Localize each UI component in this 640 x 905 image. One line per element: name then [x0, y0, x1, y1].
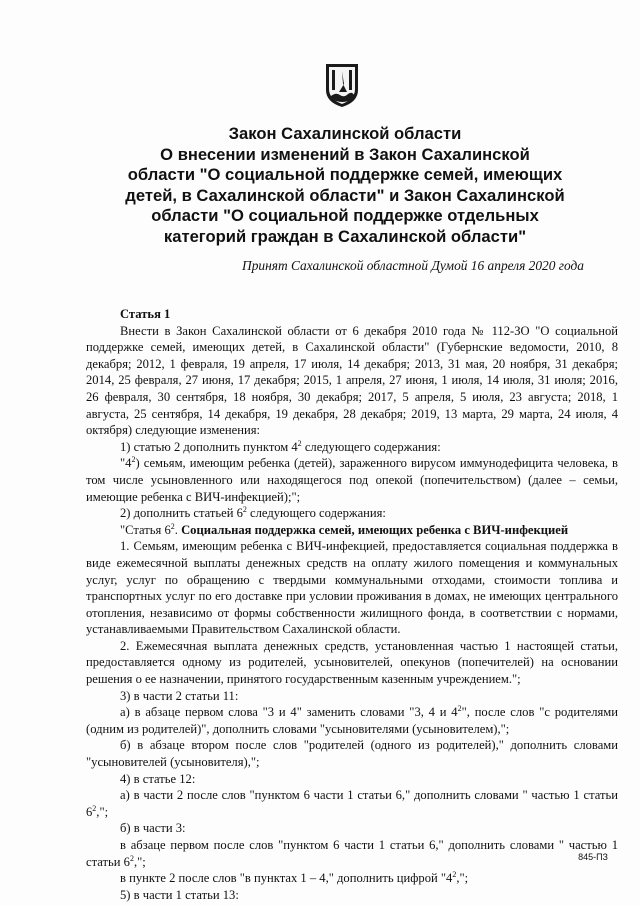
article-intro: Внести в Закон Сахалинской области от 6 декабря 2010 года № 112-ЗО "О социальной поддержке семей, имеющих детей, в Сахалинской области" (Губернские ведомости, 2010, 8 декабря; 2012, 1 февраля, 19 апреля, 17 июля, 14 декабря; 2013, 31 мая, 20 ноября, 31 декабря; 2014, 25 февраля, 27 июня, 17 декабря; 2015, 1 апреля, 27 июня, 1 июля, 14 июля, 31 июля; 2016, 26 февраля, 30 сентября, 18 ноября, 30 декабря; 2017, 5 апреля, 5 июля, 23 августа; 2018, 1 августа, 25 сентября, 14 декабря, 19 декабря, 28 декабря; 2019, 13 марта, 29 марта, 24 июля, 4 октября) следующие изменения: [86, 323, 618, 438]
document-code: 845-ПЗ [578, 852, 608, 862]
title-line: категорий граждан в Сахалинской области" [163, 226, 527, 246]
title-line: детей, в Сахалинской области" и Закон Сахалинской [125, 185, 565, 205]
sakhalin-coat-of-arms-icon [324, 62, 360, 108]
amendment-item-3: 3) в части 2 статьи 11: [120, 688, 239, 703]
new-article-part-2: 2. Ежемесячная выплата денежных средств, установленная частью 1 настоящей статьи, предоставляется одному из родителей, усыновителей, опекунов (попечителей) на основании решения о ее назначении, принятого государственным казенным учреждением."; [86, 638, 618, 687]
amendment-item-4b-2: в пункте 2 после слов "в пунктах 1 – 4," дополнить цифрой "$4^2$,"; [120, 870, 469, 886]
new-article-heading: "Статья $6^2$. Социальная поддержка семей, имеющих ребенка с ВИЧ-инфекцией [120, 521, 569, 537]
adoption-note: Принят Сахалинской областной Думой 16 апреля 2020 года [242, 258, 584, 273]
new-article-part-1: 1. Семьям, имеющим ребенка с ВИЧ-инфекцией, предоставляется социальная поддержка в виде ежемесячной выплаты денежных средств на оплату жилого помещения и коммунальных услуг, услуг по обращению с твердыми коммунальными отходами, стоимости топлива и транспортных услуг по его доставке при условии проживания в домах, не имеющих центрального отопления, независимо от формы собственности жилищного фонда, в соответствии с нормами, устанавливаемыми Правительством Сахалинской области. [86, 539, 618, 637]
law-title [90, 124, 600, 248]
law-body [86, 306, 618, 903]
amendment-item-1: 1) статью 2 дополнить пунктом $4^2$ следующего содержания: [120, 438, 441, 454]
amendment-item-3b: б) в абзаце втором после слов "родителей (одного из родителей)," дополнить словами "усыновителей (усыновителя),"; [86, 738, 618, 770]
title-line: О внесении изменений в Закон Сахалинской [160, 144, 530, 164]
amendment-item-3a: а) в абзаце первом слова "3 и 4" заменить словами "3, 4 и $4^2$", после слов "с родителями (одним из родителей)", дополнить словами "усыновителями (усыновителем),"; [86, 704, 618, 736]
title-line: области "О социальной поддержке семей, имеющих [127, 165, 563, 185]
title-line: области "О социальной поддержке отдельных [151, 206, 539, 226]
amendment-item-4b: б) в части 3: [120, 821, 186, 836]
amendment-item-4: 4) в статье 12: [120, 771, 196, 786]
amendment-item-5: 5) в части 1 статьи 13: [120, 887, 239, 902]
amendment-item-4a: а) в части 2 после слов "пунктом 6 части 1 статьи 6," дополнить словами " частью 1 статьи $6^2$,"; [86, 788, 618, 819]
amendment-quote-1: "$4^2$) семьям, имеющим ребенка (детей), зараженного вирусом иммунодефицита человека, в том числе усыновленного или находящегося под опекой (попечительством) (далее – семьи, имеющие ребенка с ВИЧ-инфекцией);"; [86, 455, 618, 504]
title-line: Закон Сахалинской области [228, 124, 462, 143]
article-heading: Статья 1 [120, 307, 171, 321]
amendment-item-2: 2) дополнить статьей $6^2$ следующего содержания: [120, 504, 386, 521]
amendment-item-4b-1: в абзаце первом после слов "пунктом 6 части 1 статьи 6," дополнить словами " частью 1 статьи $6^2$,"; [86, 838, 618, 869]
